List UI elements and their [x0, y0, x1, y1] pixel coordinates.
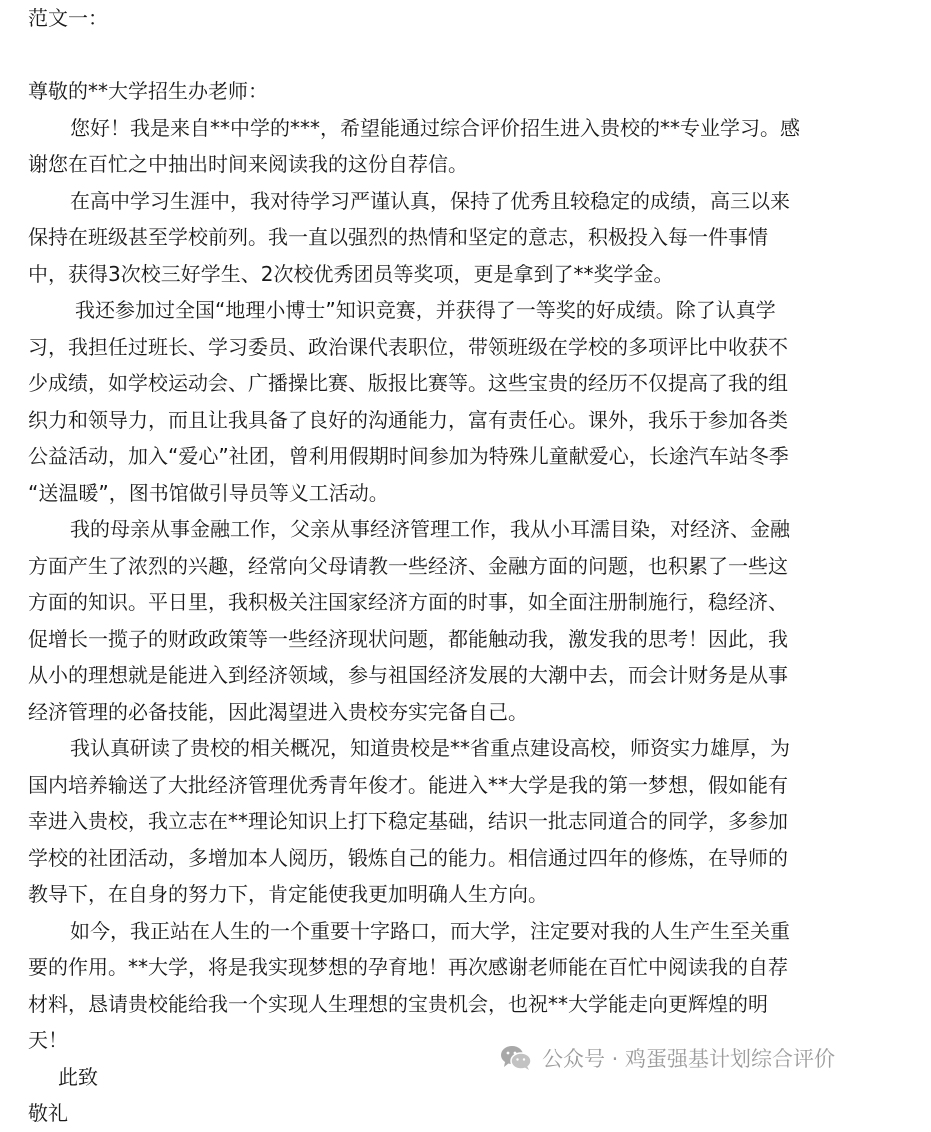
paragraph-line: 促增长一揽子的财政政策等一些经济现状问题，都能触动我，激发我的思考！因此，我 [28, 626, 788, 651]
paragraph-line: 少成绩，如学校运动会、广播操比赛、版报比赛等。这些宝贵的经历不仅提高了我的组 [28, 371, 788, 395]
paragraph-line: 我的母亲从事金融工作，父亲从事经济管理工作，我从小耳濡目染，对经济、金融 [70, 517, 790, 541]
paragraph-5 [28, 730, 878, 913]
paragraph-2 [28, 183, 878, 293]
paragraph-1 [28, 110, 878, 183]
closing-phrase: 此致 [58, 1064, 98, 1089]
paragraph-line: 公益活动，加入“爱心”社团，曾利用假期时间参加为特殊儿童献爱心，长途汽车站冬季 [28, 444, 789, 468]
paragraph-line: 方面的知识。平日里，我积极关注国家经济方面的时事，如全面注册制施行，稳经济、 [28, 590, 788, 614]
paragraph-line: 经济管理的必备技能，因此渴望进入贵校夯实完备自己。 [28, 699, 528, 724]
paragraph-line: 学校的社团活动，多增加本人阅历，锻炼自己的能力。相信通过四年的修炼，在导师的 [28, 845, 788, 870]
paragraph-line: 教导下，在自身的努力下，肯定能使我更加明确人生方向。 [28, 882, 548, 906]
paragraph-line: 我认真研读了贵校的相关概况，知道贵校是**省重点建设高校，师资实力雄厚，为 [70, 736, 790, 760]
regards: 敬礼 [28, 1101, 68, 1125]
paragraph-line: 中，获得3次校三好学生、2次校优秀团员等奖项，更是拿到了**奖学金。 [28, 261, 674, 286]
document-heading: 范文一： [28, 6, 108, 30]
paragraph-line: 保持在班级甚至学校前列。我一直以强烈的热情和坚定的意志，积极投入每一件事情 [28, 225, 768, 249]
paragraph-line: 您好！我是来自**中学的***，希望能通过综合评价招生进入贵校的**专业学习。感 [70, 115, 800, 140]
paragraph-line: 习，我担任过班长、学习委员、政治课代表职位，带领班级在学校的多项评比中收获不 [28, 334, 788, 359]
paragraph-6 [28, 913, 878, 1059]
paragraph-line: 如今，我正站在人生的一个重要十字路口，而大学，注定要对我的人生产生至关重 [70, 918, 790, 943]
paragraph-line: 在高中学习生涯中，我对待学习严谨认真，保持了优秀且较稳定的成绩，高三以来 [70, 188, 790, 213]
paragraph-line: 方面产生了浓烈的兴趣，经常向父母请教一些经济、金融方面的问题，也积累了一些这 [28, 553, 788, 578]
salutation: 尊敬的**大学招生办老师： [28, 79, 268, 103]
paragraph-line: 谢您在百忙之中抽出时间来阅读我的这份自荐信。 [28, 152, 468, 176]
paragraph-line: 要的作用。**大学，将是我实现梦想的孕育地！再次感谢老师能在百忙中阅读我的自荐 [28, 955, 788, 979]
paragraph-line: 天！ [28, 1028, 68, 1052]
wechat-icon [500, 1044, 532, 1072]
paragraph-line: 织力和领导力，而且让我具备了良好的沟通能力，富有责任心。课外，我乐于参加各类 [28, 407, 788, 432]
paragraph-3 [28, 292, 878, 511]
watermark [500, 1040, 835, 1076]
letter-document [28, 0, 878, 1132]
paragraph-line: 我还参加过全国“地理小博士”知识竞赛，并获得了一等奖的好成绩。除了认真学 [75, 298, 776, 322]
paragraph-4 [28, 511, 878, 730]
watermark-text: 公众号 · 鸡蛋强基计划综合评价 [542, 1047, 836, 1071]
paragraph-line: “送温暖”，图书馆做引导员等义工活动。 [28, 480, 389, 505]
blank-line [28, 37, 878, 74]
paragraph-line: 幸进入贵校，我立志在**理论知识上打下稳定基础，结识一批志同道合的同学，多参加 [28, 809, 788, 833]
paragraph-line: 从小的理想就是能进入到经济领域，参与祖国经济发展的大潮中去，而会计财务是从事 [28, 663, 788, 687]
paragraph-line: 国内培养输送了大批经济管理优秀青年俊才。能进入**大学是我的第一梦想，假如能有 [28, 772, 788, 797]
paragraph-line: 材料，恳请贵校能给我一个实现人生理想的宝贵机会，也祝**大学能走向更辉煌的明 [28, 991, 768, 1016]
